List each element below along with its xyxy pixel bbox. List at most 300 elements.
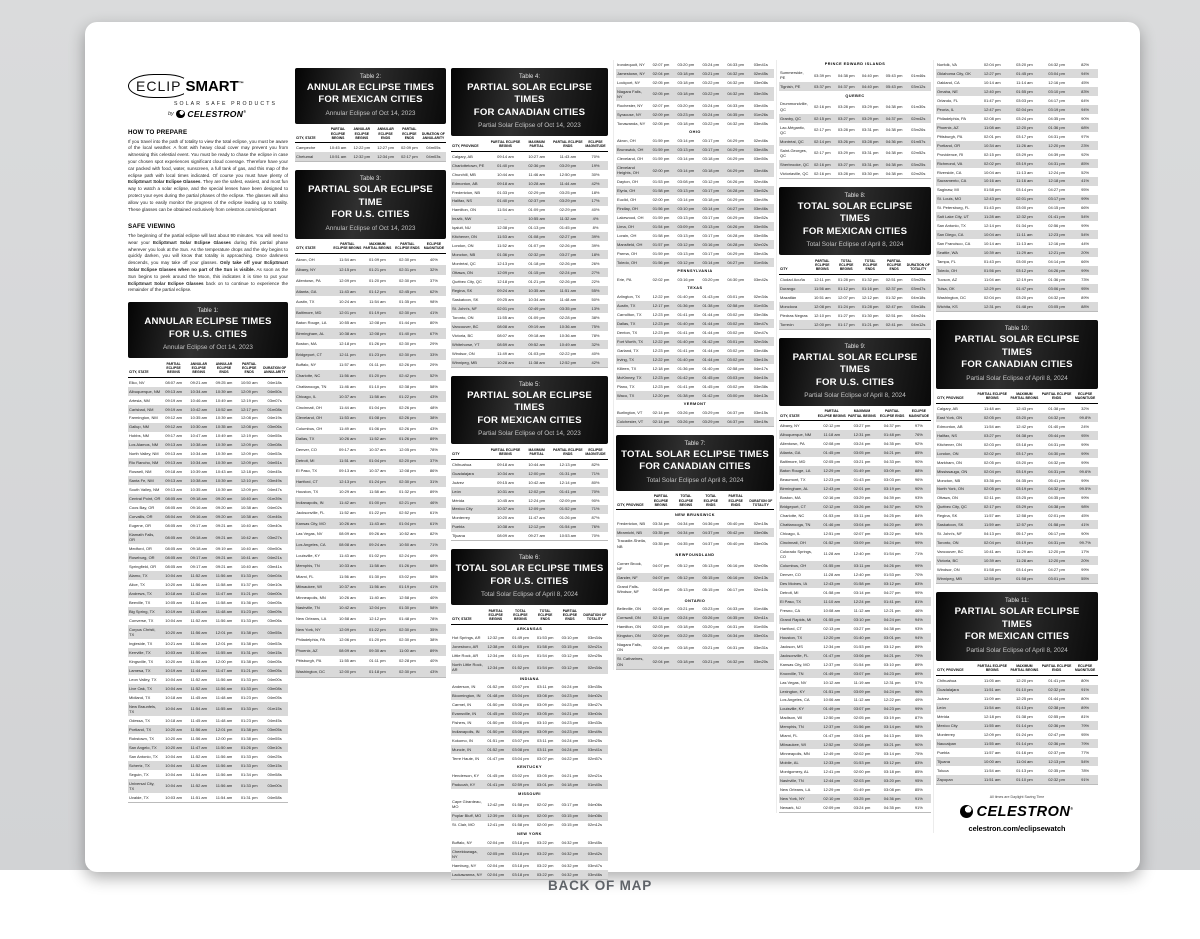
- time-cell: 12:52 pm: [559, 359, 577, 365]
- time-cell: 46%: [429, 499, 438, 505]
- table-row: [779, 439, 931, 448]
- time-cell: 02m47s: [753, 330, 768, 336]
- time-cell: 08:05 am: [165, 534, 182, 540]
- time-cell: 03:09 pm: [853, 688, 871, 694]
- table-row: [295, 592, 446, 603]
- time-cell: 10:21 am: [165, 641, 182, 647]
- time-cell: 04:38 pm: [885, 150, 903, 156]
- time-cell: 03m52s: [753, 214, 768, 220]
- time-cell: 02:08 pm: [652, 606, 670, 612]
- time-cell: 03:31 pm: [861, 127, 879, 133]
- time-cell: 03:39 pm: [813, 72, 831, 78]
- table-rows: [936, 676, 1098, 785]
- city-cell: Charlottetown, PE: [452, 162, 485, 168]
- time-cell: 01:27 pm: [837, 312, 855, 318]
- time-cell: 03:24 pm: [702, 111, 720, 117]
- time-cell: 03:04 pm: [1048, 70, 1065, 76]
- time-cell: 03:26 pm: [677, 409, 695, 415]
- table-row: [936, 293, 1098, 302]
- time-cell: 08:59 am: [497, 341, 514, 347]
- time-cell: 23%: [1081, 142, 1090, 148]
- city-cell: Chattanooga, TN: [296, 383, 327, 389]
- time-cell: 10:37 am: [369, 468, 386, 474]
- time-cell: 12:18 pm: [652, 365, 670, 371]
- time-cell: 10:39 am: [215, 388, 233, 394]
- time-cell: 12:09 pm: [497, 270, 514, 276]
- table-row: [936, 685, 1098, 694]
- time-cell: 03:05 pm: [536, 711, 554, 717]
- time-cell: 95%: [1081, 286, 1090, 292]
- time-cell: 04m02s: [267, 505, 282, 511]
- time-cell: 12:40 pm: [853, 551, 871, 557]
- time-cell: 02:05 pm: [823, 459, 841, 465]
- time-cell: 18%: [591, 189, 600, 195]
- table-row: [295, 645, 446, 656]
- column-header: PARTIAL ECLIPSE ENDS: [1041, 664, 1072, 673]
- time-cell: 02:14 pm: [652, 409, 670, 415]
- time-cell: 58%: [429, 383, 438, 389]
- time-cell: 03:30 pm: [861, 170, 879, 176]
- time-cell: 12:15 pm: [339, 267, 356, 273]
- city-cell: Calgary, AB: [937, 405, 958, 411]
- time-cell: 12:00 pm: [813, 321, 831, 327]
- time-cell: 45%: [1081, 79, 1090, 85]
- table-row: [779, 749, 931, 758]
- time-cell: 04:36 pm: [883, 796, 901, 802]
- city-cell: Miramichi, NB: [617, 529, 642, 535]
- table-row: [295, 582, 446, 593]
- table-row: [936, 186, 1098, 195]
- time-cell: 04:38 pm: [1016, 432, 1033, 438]
- time-cell: 04:38 pm: [883, 625, 901, 631]
- time-cell: 03:23 pm: [702, 606, 720, 612]
- table-subtitle: Annular Eclipse of Oct 14, 2023: [325, 109, 416, 117]
- city-cell: Akron, OH: [617, 138, 636, 144]
- table-row: [295, 539, 446, 550]
- time-cell: 03m10s: [753, 356, 768, 362]
- time-cell: 10:38 am: [240, 505, 258, 511]
- time-cell: 71%: [591, 470, 600, 476]
- city-cell: Toronto, ON: [452, 315, 474, 321]
- time-cell: 10:39 am: [215, 451, 233, 457]
- city-cell: Hot Springs, AR: [452, 635, 481, 640]
- city-cell: Klamath Falls, OR: [129, 532, 155, 543]
- time-cell: 02:24 pm: [559, 270, 577, 276]
- table-row: [936, 195, 1098, 204]
- table-row: [451, 847, 608, 861]
- table-row: [616, 573, 774, 582]
- time-cell: 10:20 am: [165, 582, 182, 588]
- time-cell: 10:53 am: [559, 533, 577, 539]
- time-cell: 01:32 pm: [885, 294, 903, 300]
- time-cell: 11:00 am: [399, 647, 416, 653]
- time-cell: 11:08 am: [984, 124, 1001, 130]
- table-section-label: MISSOURI: [518, 791, 541, 796]
- time-cell: 79%: [914, 652, 923, 658]
- city-cell: Terre Haute, IN: [452, 756, 480, 761]
- table-row: [936, 556, 1098, 565]
- time-cell: 04:23 pm: [561, 720, 579, 726]
- time-cell: 89%: [914, 521, 923, 527]
- table-row: [295, 254, 446, 265]
- time-cell: 43%: [429, 394, 438, 400]
- time-cell: 09:13 am: [165, 451, 182, 457]
- time-cell: 03m36s: [753, 312, 768, 318]
- time-cell: 10:26 am: [339, 594, 356, 600]
- table-rows: [451, 152, 608, 368]
- table-section-label: VERMONT: [683, 402, 707, 407]
- time-cell: 02:02 pm: [536, 801, 554, 807]
- table-row: [936, 775, 1098, 784]
- city-cell: Montréal, QC: [780, 138, 804, 144]
- city-cell: Toronto, ON: [937, 540, 959, 546]
- time-cell: 09:21 am: [215, 523, 233, 529]
- table-row: [936, 712, 1098, 721]
- time-cell: 03:07 pm: [536, 756, 554, 761]
- time-cell: 01:19 pm: [399, 584, 416, 590]
- time-cell: 04:34 pm: [677, 520, 695, 526]
- time-cell: 12:20 pm: [1048, 549, 1065, 555]
- time-cell: 01:48 pm: [1016, 304, 1033, 310]
- time-cell: 39%: [591, 234, 600, 240]
- text-run: As soon as the Sun begins to peek around the Moon, this indicates it is time to put your: [128, 267, 289, 279]
- time-cell: 04:18 pm: [561, 782, 579, 788]
- time-cell: 10:49 am: [215, 397, 233, 403]
- time-cell: 04m13s: [753, 392, 768, 398]
- time-cell: 03:17 pm: [702, 138, 720, 144]
- city-cell: Lackawanna, NY: [452, 871, 483, 877]
- time-cell: 12:21 pm: [1048, 250, 1065, 256]
- city-cell: Puebla: [452, 524, 465, 530]
- city-cell: McKinney, TX: [617, 374, 642, 380]
- time-cell: 11:55 am: [984, 722, 1001, 728]
- table-row: [616, 222, 774, 231]
- time-cell: 03:22 pm: [677, 633, 695, 639]
- time-cell: 02:05 pm: [487, 851, 505, 857]
- time-cell: 04m55s: [267, 735, 282, 741]
- time-cell: 10:18 am: [165, 694, 182, 700]
- time-cell: 10:29 am: [339, 489, 356, 495]
- city-cell: Victoria, BC: [452, 333, 474, 339]
- time-cell: 94%: [1081, 70, 1090, 76]
- time-cell: 01m39s: [267, 496, 282, 502]
- time-cell: 01:24 pm: [1016, 731, 1033, 737]
- city-cell: Austin, TX: [617, 303, 636, 309]
- table-row: [779, 722, 931, 731]
- time-cell: 04:32 pm: [561, 839, 579, 845]
- time-cell: 03:21 pm: [853, 459, 871, 465]
- text-section: [128, 129, 288, 213]
- time-cell: 02:47 pm: [1048, 731, 1065, 737]
- time-cell: 02:17 pm: [401, 154, 418, 160]
- time-cell: 01:58 pm: [536, 643, 554, 649]
- city-cell: Tijuana: [937, 758, 950, 764]
- table-row: [616, 163, 774, 177]
- table-row: [128, 494, 288, 503]
- table-row: [451, 651, 608, 660]
- city-cell: Cleveland, OH: [296, 415, 323, 421]
- time-cell: 01:58 pm: [512, 801, 529, 807]
- city-cell: Richmond, VA: [937, 160, 963, 166]
- time-cell: 04m18s: [267, 379, 282, 385]
- city-cell: Arlington, TX: [617, 294, 641, 300]
- data-table: [779, 255, 931, 329]
- time-cell: 03:22 pm: [536, 851, 554, 857]
- time-cell: 03:04 pm: [512, 756, 529, 761]
- table-section-label: TEXAS: [687, 286, 703, 291]
- time-cell: 10:37 am: [339, 394, 356, 400]
- time-cell: 02:07 pm: [652, 61, 670, 67]
- time-cell: 03:09 pm: [536, 702, 554, 708]
- time-cell: 02:31 pm: [399, 267, 416, 273]
- time-cell: 03m34s: [587, 635, 602, 640]
- time-cell: 11:42 am: [190, 591, 207, 597]
- time-cell: 02:49 pm: [528, 306, 546, 312]
- city-cell: Lakewood, OH: [617, 214, 644, 220]
- table-section-label: QUEBEC: [845, 93, 865, 98]
- city-cell: Coos Bay, OR: [129, 505, 155, 511]
- city-cell: Hobbs, NM: [129, 433, 150, 439]
- time-cell: 99.6%: [1079, 468, 1091, 474]
- table-column-headers: [779, 406, 931, 421]
- time-cell: 11:56 am: [339, 573, 356, 579]
- table-row: [451, 232, 608, 241]
- table-row: [128, 521, 288, 530]
- column-header: MAXIMUM PARTIAL: [528, 139, 545, 149]
- time-cell: 68%: [429, 563, 438, 569]
- time-cell: 04:13 pm: [983, 531, 1001, 537]
- city-cell: Robstown, TX: [129, 735, 155, 741]
- time-cell: 04:38 pm: [1048, 504, 1065, 510]
- table-row: [936, 449, 1098, 458]
- time-cell: 02:01 pm: [853, 486, 871, 491]
- time-cell: 80%: [429, 320, 438, 326]
- time-cell: 03:11 pm: [536, 738, 554, 744]
- time-cell: 03:29 pm: [1016, 151, 1033, 157]
- time-cell: 62%: [429, 288, 438, 294]
- time-cell: 04:32 pm: [1048, 295, 1065, 301]
- time-cell: 90%: [914, 486, 923, 491]
- table-title: ANNULAR ECLIPSE TIMES FOR MEXICAN CITIES: [306, 82, 435, 106]
- time-cell: 70%: [914, 571, 923, 577]
- time-cell: 04m17s: [753, 365, 768, 371]
- table-row: [451, 179, 608, 188]
- time-cell: 17%: [591, 198, 600, 204]
- city-cell: Sacramento, CA: [937, 178, 967, 184]
- city-cell: Inuvik, NW: [452, 216, 472, 222]
- time-cell: 35%: [429, 626, 438, 632]
- time-cell: 01m26s: [753, 111, 768, 117]
- time-cell: 11:52 am: [190, 753, 207, 759]
- table-row: [936, 275, 1098, 284]
- time-cell: 12:17 pm: [240, 406, 258, 412]
- table-row: [779, 169, 931, 178]
- city-cell: Los Angeles, CA: [296, 542, 326, 548]
- time-cell: 03:13 pm: [677, 147, 695, 153]
- time-cell: 01:40 pm: [677, 356, 695, 362]
- column-header: PARTIAL ECLIPSE BEGINS: [330, 127, 346, 140]
- time-cell: 03m25s: [587, 738, 602, 744]
- time-cell: 99%: [1081, 223, 1090, 229]
- table-subtitle: Partial Solar Eclipse of April 8, 2024: [804, 391, 906, 399]
- time-cell: 03:09 pm: [677, 223, 695, 229]
- time-cell: 08:05 am: [165, 546, 182, 552]
- city-cell: Phoenix, AZ: [937, 124, 959, 130]
- time-cell: 02:03 pm: [652, 624, 670, 630]
- table-row: [128, 458, 288, 467]
- time-cell: 02m57s: [587, 756, 602, 761]
- time-cell: 10:52 am: [215, 406, 233, 412]
- city-cell: St. Louis, MO: [937, 196, 962, 202]
- time-cell: 03:20 pm: [677, 61, 695, 67]
- time-cell: 10:00 am: [983, 758, 1001, 764]
- time-cell: 03m05s: [267, 668, 282, 673]
- time-cell: 01:44 pm: [702, 321, 720, 327]
- time-cell: 03:08 pm: [677, 179, 695, 185]
- city-cell: Sherbrooke, QC: [780, 161, 809, 167]
- time-cell: 04:31 pm: [1048, 468, 1065, 474]
- table-row: [451, 797, 608, 811]
- time-cell: 10:04 am: [165, 753, 182, 759]
- time-cell: 10:04 am: [165, 676, 182, 682]
- table-row: [295, 444, 446, 455]
- time-cell: 09:19 am: [215, 546, 233, 552]
- table-row: [779, 82, 931, 91]
- table-row: [451, 821, 608, 830]
- time-cell: 03:02 pm: [512, 711, 529, 717]
- table-row: [779, 776, 931, 785]
- time-cell: 01:45 pm: [702, 374, 720, 380]
- time-cell: 01m08s: [267, 406, 282, 412]
- time-cell: 03:28 pm: [837, 127, 855, 133]
- city-cell: Whitehorse, YT: [452, 341, 480, 347]
- table-row: [616, 537, 774, 551]
- table-row: [936, 221, 1098, 230]
- time-cell: 01:48 pm: [487, 693, 505, 699]
- time-cell: 03m15s: [267, 762, 282, 768]
- time-cell: 09:15 am: [497, 479, 514, 485]
- table-row: [451, 718, 608, 727]
- time-cell: 01:24 pm: [837, 303, 855, 309]
- time-cell: 10:26 am: [339, 520, 356, 526]
- time-cell: 02:30 pm: [399, 309, 416, 315]
- time-cell: 10:39 am: [215, 415, 233, 421]
- table-row: [616, 559, 774, 573]
- time-cell: 38%: [429, 637, 438, 643]
- table-row: [451, 340, 608, 349]
- column-header: PARTIAL ECLIPSE BEGINS: [817, 409, 846, 418]
- time-cell: 03:09 pm: [853, 539, 871, 545]
- column-header: PARTIAL ECLIPSE ENDS: [728, 494, 743, 507]
- time-cell: 10:04 am: [165, 573, 182, 579]
- time-cell: 01:06 pm: [369, 425, 386, 431]
- city-cell: Kingston, ON: [617, 633, 641, 639]
- table-row: [128, 666, 288, 675]
- time-cell: 82%: [1081, 61, 1090, 67]
- city-cell: Washington, DC: [937, 295, 966, 301]
- time-cell: 04m10s: [753, 374, 768, 380]
- column-4: [613, 60, 774, 670]
- time-cell: 03:18 pm: [883, 769, 901, 775]
- time-cell: 05:13 pm: [702, 563, 720, 569]
- time-cell: 03:12 pm: [561, 664, 579, 670]
- city-cell: Mazatlán: [780, 294, 797, 300]
- table-number-label: Table 9:: [844, 343, 866, 350]
- table-row: [295, 286, 446, 297]
- table-row: [295, 465, 446, 476]
- time-cell: 01:33 pm: [240, 753, 258, 759]
- time-cell: 04:26 pm: [727, 223, 745, 229]
- time-cell: 11:48 am: [984, 405, 1001, 411]
- time-cell: 10:27 am: [528, 153, 546, 159]
- time-cell: 03:18 pm: [512, 871, 529, 877]
- table-row: [616, 364, 774, 373]
- time-cell: 01:47 pm: [487, 756, 505, 761]
- time-cell: 03:14 pm: [1016, 567, 1033, 573]
- city-cell: Hartford, CT: [296, 478, 319, 484]
- time-cell: 02:59 pm: [512, 782, 529, 788]
- city-cell: Rio Rancho, NM: [129, 460, 159, 466]
- time-cell: 09:19 am: [165, 406, 182, 412]
- time-cell: 03:13 pm: [677, 214, 695, 220]
- time-cell: 42%: [591, 180, 600, 186]
- time-cell: 12:22 pm: [353, 145, 371, 151]
- time-cell: 02m10s: [753, 586, 768, 592]
- time-cell: 01:36 pm: [677, 303, 695, 309]
- time-cell: 01:49 pm: [823, 706, 841, 712]
- table-row: [616, 204, 774, 213]
- time-cell: 75%: [591, 324, 600, 330]
- table-row: [451, 478, 608, 487]
- time-cell: 03m08s: [267, 685, 282, 691]
- time-cell: 04m58s: [267, 794, 282, 800]
- time-cell: 03:20 pm: [702, 276, 720, 282]
- time-cell: 41%: [429, 584, 438, 590]
- time-cell: 10:38 am: [190, 478, 208, 484]
- table-row: [779, 651, 931, 660]
- time-cell: 11:56 am: [369, 584, 386, 590]
- time-cell: 03m15s: [753, 409, 768, 415]
- city-cell: Mérida: [452, 497, 465, 503]
- time-cell: 03:21 pm: [883, 742, 901, 748]
- city-cell: Halifax, NS: [937, 432, 958, 438]
- time-cell: 09:16 am: [190, 505, 208, 511]
- time-cell: 12:43 pm: [983, 196, 1001, 202]
- column-header: ECLIPSE MAGNITUDE: [423, 242, 445, 251]
- column-header: CITY, STATE: [296, 135, 316, 140]
- time-cell: 05:15 pm: [702, 574, 720, 580]
- time-cell: 57%: [914, 679, 923, 685]
- time-cell: 04:29 pm: [727, 214, 745, 220]
- time-cell: 03:19 pm: [883, 486, 901, 491]
- time-cell: 01:26 pm: [399, 436, 416, 442]
- time-cell: 10:42 am: [190, 406, 208, 412]
- time-cell: 11:56 am: [215, 573, 233, 579]
- celestron-name: CELESTRON: [187, 109, 244, 119]
- time-cell: 10:46 am: [190, 397, 208, 403]
- time-cell: 12:42 pm: [1016, 423, 1033, 429]
- time-cell: 03:25 pm: [1016, 495, 1033, 501]
- text-run: during this partial phase wherever you look at the Sun. As the temperature drops and the sky begins to quickly darken, you will know that totality is approaching. Once darkness descends, you may take off your glasses.: [128, 239, 288, 266]
- time-cell: 03:29 pm: [1016, 504, 1033, 510]
- time-cell: 40%: [429, 594, 438, 600]
- city-cell: Peoria, IL: [937, 106, 955, 112]
- time-cell: 11:19 am: [853, 679, 871, 685]
- city-cell: Denver, CO: [296, 446, 317, 452]
- time-cell: 09:25 am: [497, 297, 514, 303]
- time-cell: 10:58 am: [339, 615, 356, 621]
- time-cell: 12:29 pm: [823, 787, 841, 793]
